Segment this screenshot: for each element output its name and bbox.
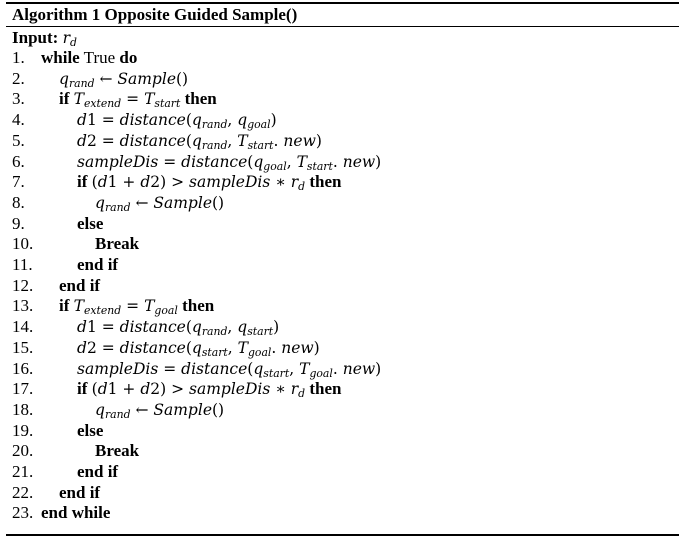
line-code: if (d1 + d2) > sampleDis ∗ $r_d$ then	[77, 379, 342, 401]
input-value: $r_d$	[62, 29, 77, 50]
line-code: if $T_{extend} = T_{goal}$ then	[59, 296, 215, 318]
line-code: while True do	[41, 48, 138, 67]
line-number: 22.	[12, 482, 34, 502]
line-code: end while	[41, 503, 111, 523]
line-number: 16.	[12, 358, 34, 378]
line-number: 2.	[12, 68, 25, 88]
line-code: Break	[95, 234, 140, 254]
title-rule	[6, 26, 679, 27]
line-number: 7.	[12, 172, 25, 192]
line-code: end if	[77, 462, 119, 481]
line-code: $q_{rand}$ ← Sample()	[95, 400, 225, 421]
line-number: 10.	[12, 234, 34, 254]
line-number: 15.	[12, 337, 34, 357]
line-number: 12.	[12, 275, 34, 295]
line-code: $q_{rand}$ ← Sample()	[95, 193, 225, 214]
line-number: 1.	[12, 48, 25, 67]
line-number: 17.	[12, 379, 34, 399]
line-number: 18.	[12, 399, 34, 419]
line-number: 8.	[12, 192, 25, 212]
line-code: $q_{rand}$ ← Sample()	[59, 69, 189, 90]
line-number: 21.	[12, 462, 34, 481]
line-number: 14.	[12, 317, 34, 337]
line-code: end if	[77, 255, 119, 274]
algorithm-title: Algorithm 1 Opposite Guided Sample()	[12, 5, 298, 24]
line-number: 13.	[12, 296, 34, 316]
line-code: end if	[59, 275, 101, 295]
line-code: $d1 = distance(q_{rand}$, $q_{start}$)	[77, 318, 280, 339]
line-code: $d1 = distance(q_{rand}$, $q_{goal}$)	[77, 111, 277, 132]
line-code: if (d1 + d2) > sampleDis ∗ $r_d$ then	[77, 172, 342, 194]
line-number: 23.	[12, 503, 34, 523]
line-code: else	[77, 420, 104, 440]
line-number: 3.	[12, 89, 25, 109]
line-number: 20.	[12, 441, 34, 461]
line-code: else	[77, 213, 104, 233]
line-code: $d2 = distance(q_{rand}$, $T_{start}$. new)	[77, 131, 322, 152]
line-code: Break	[95, 441, 140, 461]
line-code: end if	[59, 482, 101, 502]
input-label: Input	[12, 28, 53, 47]
input-line: Input: $r_d$	[12, 28, 77, 50]
bottom-rule	[6, 534, 679, 536]
line-number: 6.	[12, 151, 25, 171]
line-code: if $T_{extend} = T_{start}$ then	[59, 89, 217, 111]
line-code: $d2 = distance(q_{start}$, $T_{goal}$. new)	[77, 338, 320, 359]
line-number: 19.	[12, 420, 34, 440]
line-number: 9.	[12, 213, 25, 233]
line-number: 5.	[12, 130, 25, 150]
line-code: sampleDis = $distance(q_{goal}$, $T_{start}$. new)	[77, 152, 382, 173]
line-code: sampleDis = $distance(q_{start}$, $T_{goal}$. new)	[77, 359, 382, 380]
line-number: 4.	[12, 110, 25, 130]
line-number: 11.	[12, 255, 33, 274]
